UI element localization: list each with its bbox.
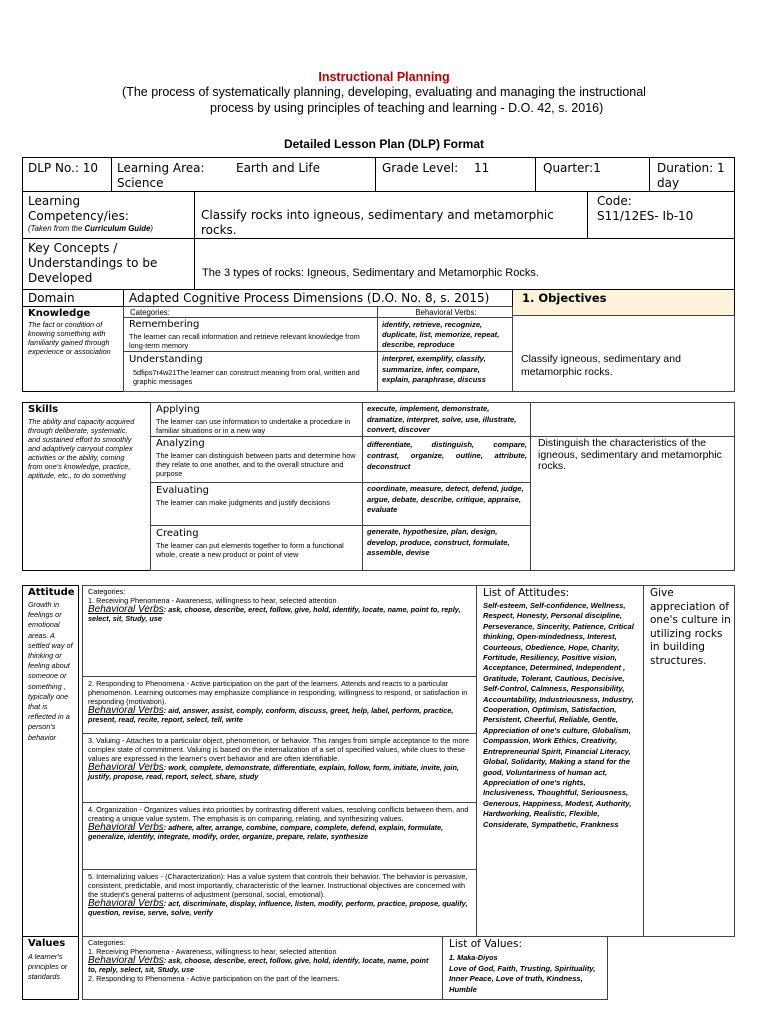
understanding-verbs-cell [377,351,513,392]
values-c1-verbs-line [88,956,438,974]
grade-level-value: 11 [474,161,490,175]
attitude-c1-verbs-line [88,605,472,623]
attitude-objective: Give appreciation of one's culture in utilizing rocks in building structures. [650,587,731,667]
attitude-c2-verbs-line [88,706,472,724]
remembering-title: Remembering [129,319,200,330]
analyzing-verbs: differentiate, distinguish, compare, contrast, organize, outline, attribute, deconstruct [367,440,527,471]
applying-verbs-cell [362,402,531,437]
values-domain-cell [22,936,79,1000]
attitude-c1-title: 1. Receiving Phenomena - Awareness, willingness to hear, selected attention [88,596,337,605]
learning-area-label: Learning Area: [117,161,205,175]
attitude-objective-cell [643,585,735,937]
attitude-list-label: List of Attitudes: [483,587,570,599]
key-concepts-text: The 3 types of rocks: Igneous, Sedimentary and Metamorphic Rocks. [202,267,539,279]
applying-verbs: execute, implement, demonstrate, dramatize, interpret, solve, use, illustrate, convert, discover [367,404,517,434]
format-title: Detailed Lesson Plan (DLP) Format [283,137,485,151]
evaluating-verbs-cell [362,482,531,526]
attitude-categories-label: Categories: [88,587,126,596]
duration: Duration: 1 [657,161,725,175]
competency-label-cell [22,191,195,239]
competency-note-bold: Curriculum Guide [84,224,151,233]
values-c1-title: 1. Receiving Phenomena - Awareness, willingness to hear, selected attention [88,947,337,956]
skills-objective-top-cell [530,402,735,437]
attitude-category-2 [88,679,472,724]
attitude-c5-verbs-line [88,899,472,917]
remembering-verbs-cell [377,317,513,352]
understanding-verbs: interpret, exemplify, classify, summarize, infer, compare, explain, paraphrase, discuss [382,354,486,384]
attitude-c2-bv-label: Behavioral Verbs [88,705,164,716]
attitude-category-1 [88,587,472,623]
analyzing-desc: The learner can distinguish between parts and determine how they relate to one another, and to the overall structure and purpose [156,451,356,478]
skills-domain-cell [22,402,151,571]
attitude-c5-bv-label: Behavioral Verbs [88,898,164,909]
attitude-list-cell [476,585,644,937]
domain-header: Domain [28,291,75,305]
attitude-category-2-cell [82,676,477,734]
objectives-cell [512,289,735,316]
attitude-category-1-cell [82,585,477,677]
grade-level-cell [375,157,536,192]
attitude-c2-title: 2. Responding to Phenomena - Active participation on the part of the learners. Attends and reacts to a particular phenomenon. Learning outcomes may emphasize compliance in responding, willingness to respond, or satisfaction in responding (motivation). [88,679,468,706]
evaluating-desc: The learner can make judgments and justify decisions [156,498,330,507]
values-list: Love of God, Faith, Trusting, Spirituality, Inner Peace, Love of truth, Kindness, Humble [449,964,596,994]
acpd-cell [123,289,513,307]
attitude-c1-bv-label: Behavioral Verbs [88,604,164,615]
attitude-c4-title: 4. Organization - Organizes values into priorities by contrasting different values, resolving conflicts between them, and creating a unique value system. The emphasis is on comparing, relating, and synthesizing values. [88,805,469,823]
attitude-c3-title: 3. Valuing - Attaches to a particular object, phenomenon, or behavior. This ranges from simple acceptance to the more complex state of commitment. Valuing is based on the internalization of a set of specified values, while clues to these values are expressed in the learner's overt behavior and are often identifiable. [88,736,470,763]
analyzing-verbs-cell [362,436,531,483]
attitude-c1-verbs: : ask, choose, describe, erect, follow, give, hold, identify, locate, name, point to, reply, select, sit, Study, use [88,605,461,623]
competency-text-cell [194,191,588,239]
creating-verbs: generate, hypothesize, plan, design, develop, produce, construct, formulate, assemble, devise [367,527,510,557]
attitude-c2-verbs: : aid, answer, assist, comply, conform, discuss, greet, help, label, perform, practice, present, read, recite, report, select, tell, write [88,706,454,724]
evaluating-cell [150,482,363,526]
attitude-c3-verbs: : work, complete, demonstrate, differentiate, explain, follow, form, initiate, invite, join, justify, propose, read, report, select, share, study [88,763,459,781]
evaluating-verbs: coordinate, measure, detect, defend, judge, argue, debate, describe, critique, appraise, evaluate [367,484,524,514]
analyzing-cell [150,436,363,483]
code-cell [587,191,735,239]
key-concepts-label-cell [22,238,195,290]
competency-text: Classify rocks into igneous, sedimentary and metamorphic rocks. [201,208,554,237]
applying-title: Applying [156,404,200,415]
understanding-desc: 5dfips7r4w21The learner can construct meaning from oral, written and graphic messages [133,368,360,386]
domain-cell [22,289,124,307]
attitude-list: Self-esteem, Self-confidence, Wellness, Respect, Honesty, Personal discipline, Perseverance, Sincerity, Patience, Critical thinking, Open-mindedness, Interest, Courteous, Obedience, Hope, Charity, Fortitude, Resiliency, Positive vision, Acceptance, Determined, Independent , Gratitude, Tolerant, Cautious, Decisive, Self-Control, Calmness, Responsibility, Accountability, Industriousness, Industry, Cooperation, Optimism, Satisfaction, Persistent, Cheerful, Reliable, Gentle, Appreciation of one's culture, Globalism, Compassion, Work Ethics, Creativity, Entrepreneurial Spirit, Financial Literacy, Global, Solidarity, Making a stand for the good, Voluntariness of human act, Appreciation of one's rights, Inclusiveness, Thoughtful, Seriousness, Generous, Happiness, Modest, Authority, Hardworking, Realistic, Flexible, Considerate, Sympathetic, Frankness [483,601,634,829]
key-concepts-text-cell [194,238,735,290]
attitude-category-4 [88,805,472,841]
attitude-c5-title: 5. Internalizing values - (Characterization): Has a value system that controls their behavior. The behavior is pervasive, consistent, predictable, and most importantly, characteristic of the learner. Instructional objectives are concerned with the student's general patterns of adjustment (personal, social, emotional). [88,872,468,899]
values-categories-label: Categories: [88,938,126,947]
skills-desc: The ability and capacity acquired through deliberate, systematic, and sustained effort to smoothly and adaptively carryout complex activities or the ability, coming from one's knowledge, practice, aptitude, etc., to do something [28,417,135,480]
creating-title: Creating [156,528,199,539]
attitude-c4-bv-label: Behavioral Verbs [88,822,164,833]
values-title: Values [28,938,66,949]
values-list-cell [442,936,608,1000]
duration-cell [649,157,735,192]
attitude-category-3-cell [82,733,477,803]
competency-label: Learning [28,194,81,208]
attitude-c3-verbs-line [88,763,472,781]
dlp-number: DLP No.: 10 [28,161,99,175]
attitude-c3-bv-label: Behavioral Verbs [88,762,164,773]
knowledge-objective-cell [512,315,735,392]
attitude-category-3 [88,736,472,781]
acpd-header: Adapted Cognitive Process Dimensions (D.O. No. 8, s. 2015) [129,291,490,305]
code-label: Code: [597,194,632,208]
skills-objective: Distinguish the characteristics of the igneous, sedimentary and metamorphic rocks. [538,437,722,472]
quarter-cell [535,157,650,192]
competency-note-pre: (Taken from the [28,224,85,233]
page-subtitle-line2: process by using principles of teaching and learning - D.O. 42, s. 2016) [210,101,604,115]
values-categories [88,938,438,983]
attitude-desc: Growth in feelings or emotional areas. A settled way of thinking or feeling about someone or something , typically one that is reflected in a person's behavior [28,600,73,742]
values-desc: A learner's principles or standards [28,952,68,982]
grade-level-label: Grade Level: [382,161,459,175]
verbs-header: Behavioral Verbs: [415,308,477,317]
creating-cell [150,525,363,571]
remembering-verbs: identify, retrieve, recognize, duplicate, list, memorize, repeat, describe, reproduce [382,320,500,349]
objectives-header: 1. Objectives [522,291,607,305]
dlp-number-cell [22,157,112,192]
attitude-c4-verbs-line [88,823,472,841]
code-value: S11/12ES- Ib-10 [597,209,694,223]
key-concepts-label: Key Concepts / Understandings to be Developed [28,241,158,285]
learning-area-value-2: Science [117,176,164,190]
analyzing-title: Analyzing [156,438,205,449]
remembering-desc: The learner can recall information and retrieve relevant knowledge from long-term memory [129,332,360,350]
values-list-label: List of Values: [449,938,522,950]
values-c2-title: 2. Responding to Phenomena - Active participation on the part of the learners. [88,974,340,983]
competency-label-2: Competency/ies: [28,209,129,223]
applying-desc: The learner can use information to undertake a procedure in familiar situations or in a new way [156,417,351,435]
learning-area-cell [111,157,376,192]
competency-note-post: ) [150,224,153,233]
attitude-c4-verbs: : adhere, alter, arrange, combine, compare, complete, defend, explain, formulate, generalize, identify, integrate, modify, order, organize, prepare, relate, synthesize [88,823,444,841]
knowledge-objective: Classify igneous, sedimentary and metamorphic rocks. [521,353,681,378]
attitude-domain-cell [22,585,79,937]
categories-header: Categories: [130,308,170,317]
skills-objective-cell [530,436,735,571]
attitude-title: Attitude [28,587,75,598]
learning-area-value: Earth and Life [236,161,321,175]
quarter: Quarter:1 [543,161,601,175]
values-c1-bv-label: Behavioral Verbs [88,955,164,966]
attitude-c5-verbs: : act, discriminate, display, influence, listen, modify, perform, practice, propose, qualify, question, revise, serve, solve, verify [88,899,468,917]
page-subtitle-line1: (The process of systematically planning, developing, evaluating and managing the instructional [122,85,646,99]
creating-desc: The learner can put elements together to form a functional whole, create a new product or point of view [156,541,344,559]
knowledge-title: Knowledge [28,308,91,319]
understanding-title: Understanding [129,354,203,365]
duration-2: day [657,176,680,190]
attitude-category-5-cell [82,869,477,937]
knowledge-domain-cell [22,306,124,392]
attitude-category-4-cell [82,802,477,870]
applying-cell [150,402,363,437]
evaluating-title: Evaluating [156,485,209,496]
attitude-category-5 [88,872,472,917]
competency-note [28,224,153,233]
skills-title: Skills [28,404,59,415]
values-c1-verbs: : ask, choose, describe, erect, follow, give, hold, identify, locate, name, point to, reply, select, sit, Study, use [88,956,429,974]
creating-verbs-cell [362,525,531,571]
knowledge-desc: The fact or condition of knowing something with familiarity gained through experience or association [28,320,111,356]
page-title: Instructional Planning [318,70,450,84]
understanding-cell [123,351,378,392]
values-list-item-1: 1. Maka-Diyos [449,953,498,962]
remembering-cell [123,317,378,352]
values-categories-cell [82,936,443,1000]
